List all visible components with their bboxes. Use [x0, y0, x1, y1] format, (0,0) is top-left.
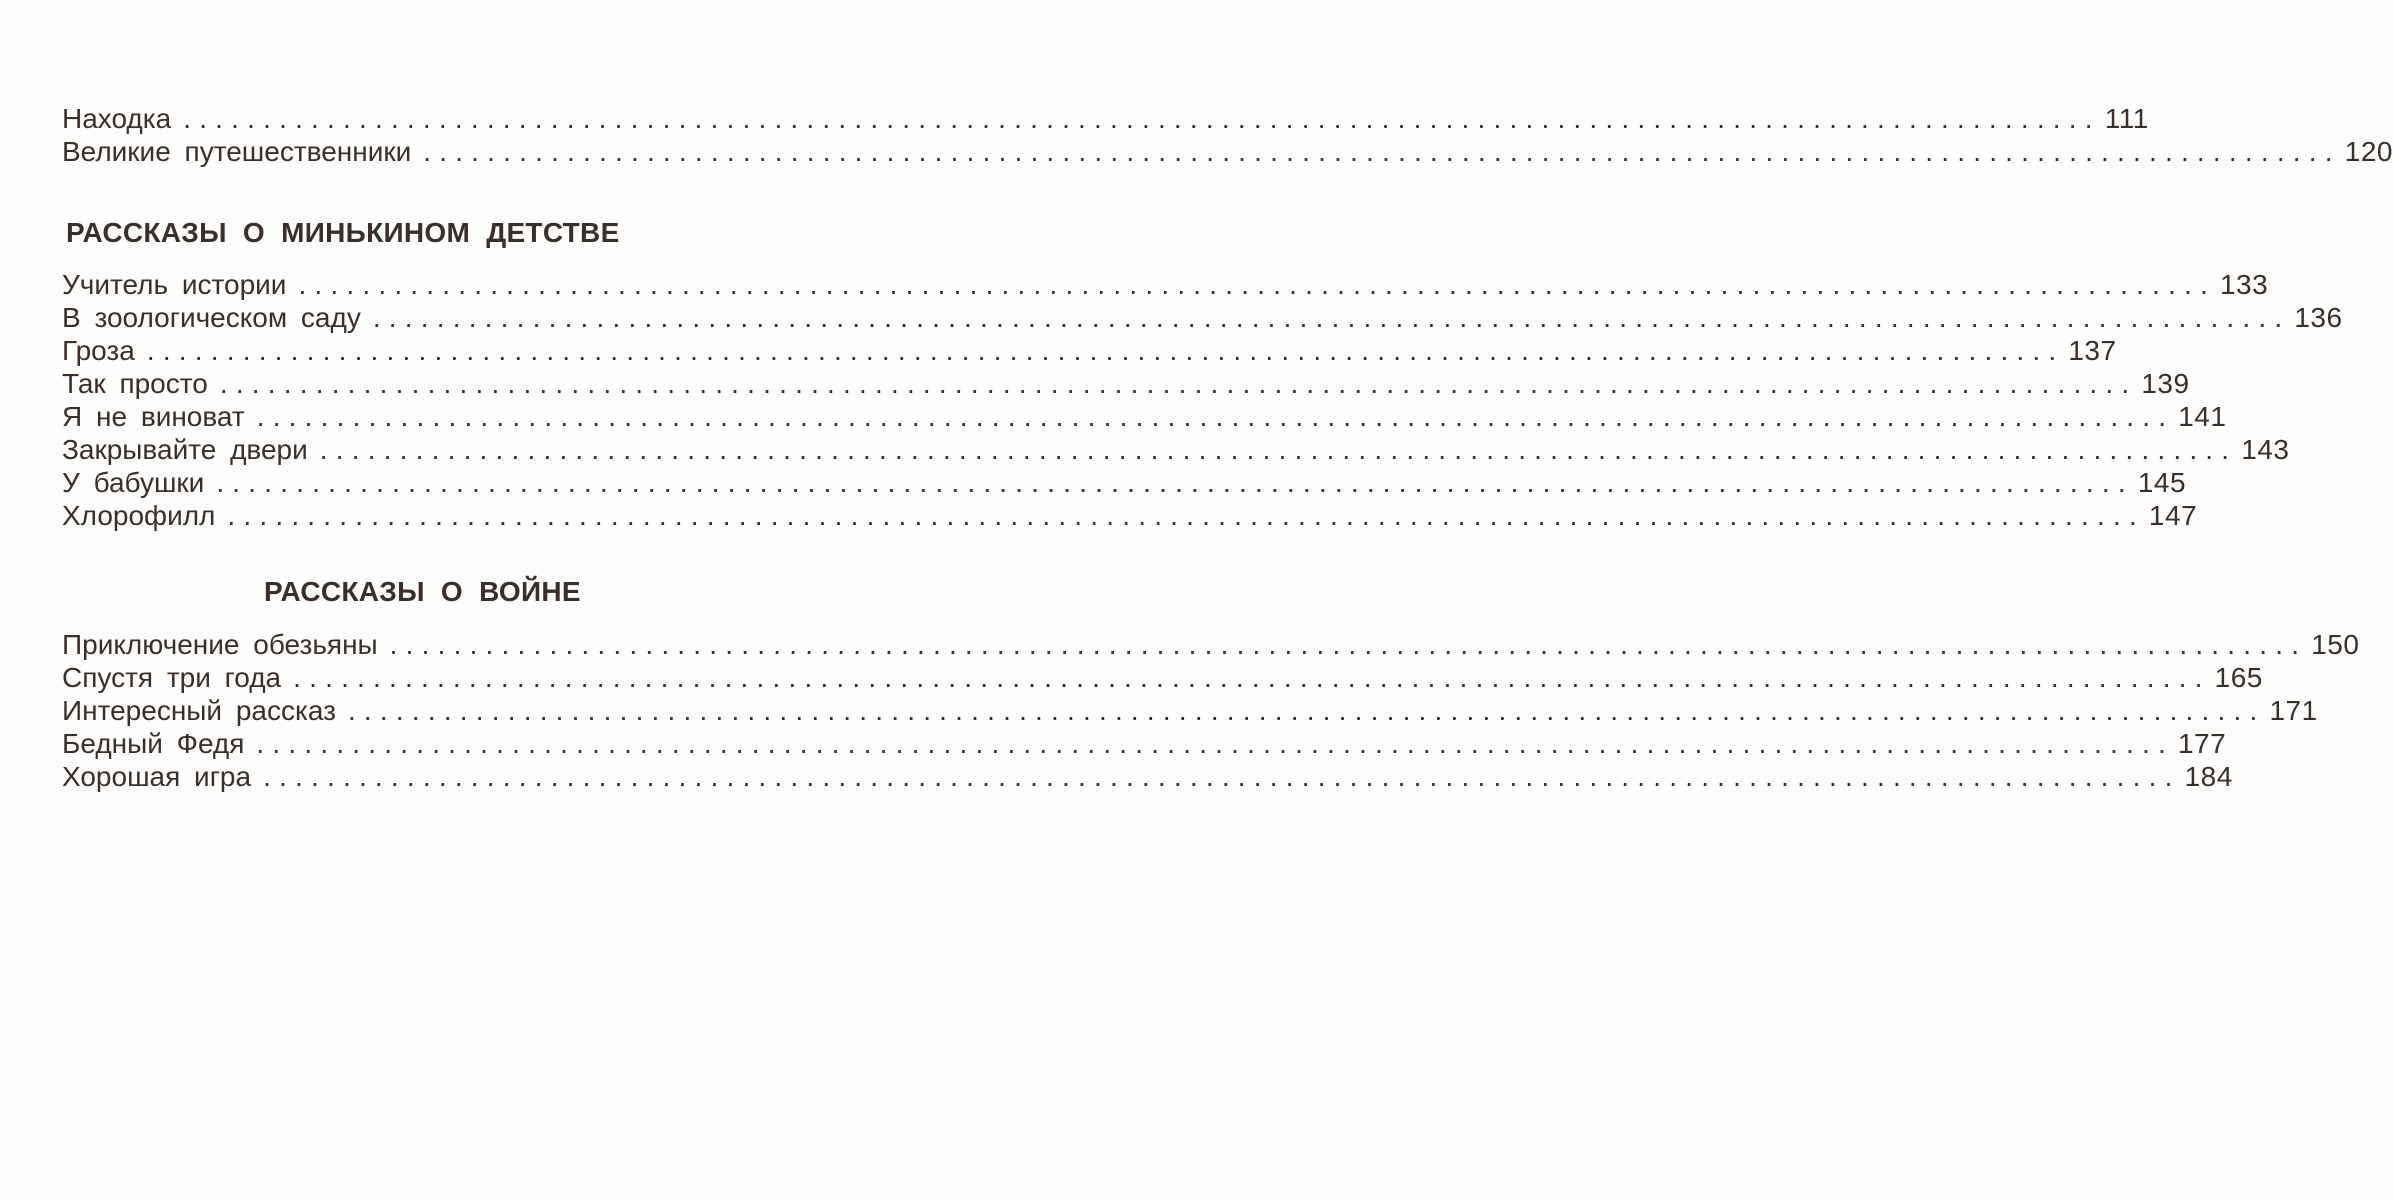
entry-title: В зоологическом саду [62, 302, 361, 333]
toc-entry[interactable] [62, 727, 2227, 760]
entry-title: У бабушки [62, 467, 205, 498]
toc-section-1 [62, 268, 2343, 532]
entry-page-number: 147 [2148, 500, 2198, 531]
entry-title: Закрывайте двери [62, 434, 308, 465]
entry-title: Учитель истории [62, 269, 287, 300]
toc-entry[interactable] [62, 499, 2198, 532]
toc-entry[interactable] [62, 135, 2393, 168]
toc-entry[interactable] [62, 433, 2290, 466]
leader-dots: ........................................................................................................................ [263, 761, 2181, 792]
toc-entry[interactable] [62, 367, 2190, 400]
toc-entry[interactable] [62, 661, 2263, 694]
leader-dots: ........................................................................................................................ [319, 434, 2238, 465]
entry-page-number: 177 [2177, 728, 2227, 759]
toc-section-2 [62, 628, 2360, 793]
toc-section-0 [62, 102, 2393, 168]
leader-dots: ........................................................................................................................ [256, 401, 2175, 432]
toc-entry[interactable] [62, 334, 2117, 367]
leader-dots: ........................................................................................................................ [347, 695, 2266, 726]
entry-page-number: 171 [2269, 695, 2318, 726]
entry-title: Приключение обезьяны [62, 629, 378, 660]
leader-dots: ........................................................................................................................ [256, 728, 2174, 759]
entry-page-number: 150 [2311, 629, 2360, 660]
entry-page-number: 141 [2178, 401, 2227, 432]
section-heading: РАССКАЗЫ О ВОЙНЕ [264, 576, 581, 607]
entry-page-number: 145 [2137, 467, 2187, 498]
entry-page-number: 143 [2241, 434, 2290, 465]
entry-title: Так просто [62, 368, 208, 399]
entry-title: Я не виноват [62, 401, 245, 432]
toc-entry[interactable] [62, 400, 2227, 433]
leader-dots: ........................................................................................................................ [389, 629, 2308, 660]
entry-page-number: 133 [2219, 269, 2269, 300]
toc-entry[interactable] [62, 694, 2318, 727]
leader-dots: ........................................................................................................................ [216, 467, 2134, 498]
entry-title: Великие путешественники [62, 136, 412, 167]
entry-page-number: 165 [2214, 662, 2263, 693]
entry-page-number: 136 [2294, 302, 2343, 333]
entry-page-number: 120 [2344, 136, 2393, 167]
leader-dots: ........................................................................................................................ [372, 302, 2291, 333]
entry-title: Бедный Федя [62, 728, 245, 759]
entry-page-number: 137 [2068, 335, 2117, 366]
entry-title: Интересный рассказ [62, 695, 336, 726]
leader-dots: ........................................................................................................................ [183, 103, 2101, 134]
entry-page-number: 139 [2141, 368, 2190, 399]
toc-entry[interactable] [62, 760, 2233, 793]
toc-entry[interactable] [62, 301, 2343, 334]
leader-dots: ........................................................................................................................ [293, 662, 2211, 693]
toc-entry[interactable] [62, 628, 2360, 661]
leader-dots: ........................................................................................................................ [423, 136, 2341, 167]
toc-entry[interactable] [62, 102, 2149, 135]
section-heading: РАССКАЗЫ О МИНЬКИНОМ ДЕТСТВЕ [66, 217, 620, 248]
entry-title: Гроза [62, 335, 135, 366]
entry-title: Спустя три года [62, 662, 282, 693]
entry-page-number: 184 [2184, 761, 2233, 792]
leader-dots: ........................................................................................................................ [227, 500, 2145, 531]
leader-dots: ........................................................................................................................ [298, 269, 2216, 300]
entry-title: Хорошая игра [62, 761, 252, 792]
entry-page-number: 111 [2104, 103, 2149, 134]
leader-dots: ........................................................................................................................ [219, 368, 2138, 399]
leader-dots: ........................................................................................................................ [146, 335, 2065, 366]
toc-entry[interactable] [62, 268, 2269, 301]
entry-title: Хлорофилл [62, 500, 216, 531]
entry-title: Находка [62, 103, 172, 134]
toc-entry[interactable] [62, 466, 2187, 499]
